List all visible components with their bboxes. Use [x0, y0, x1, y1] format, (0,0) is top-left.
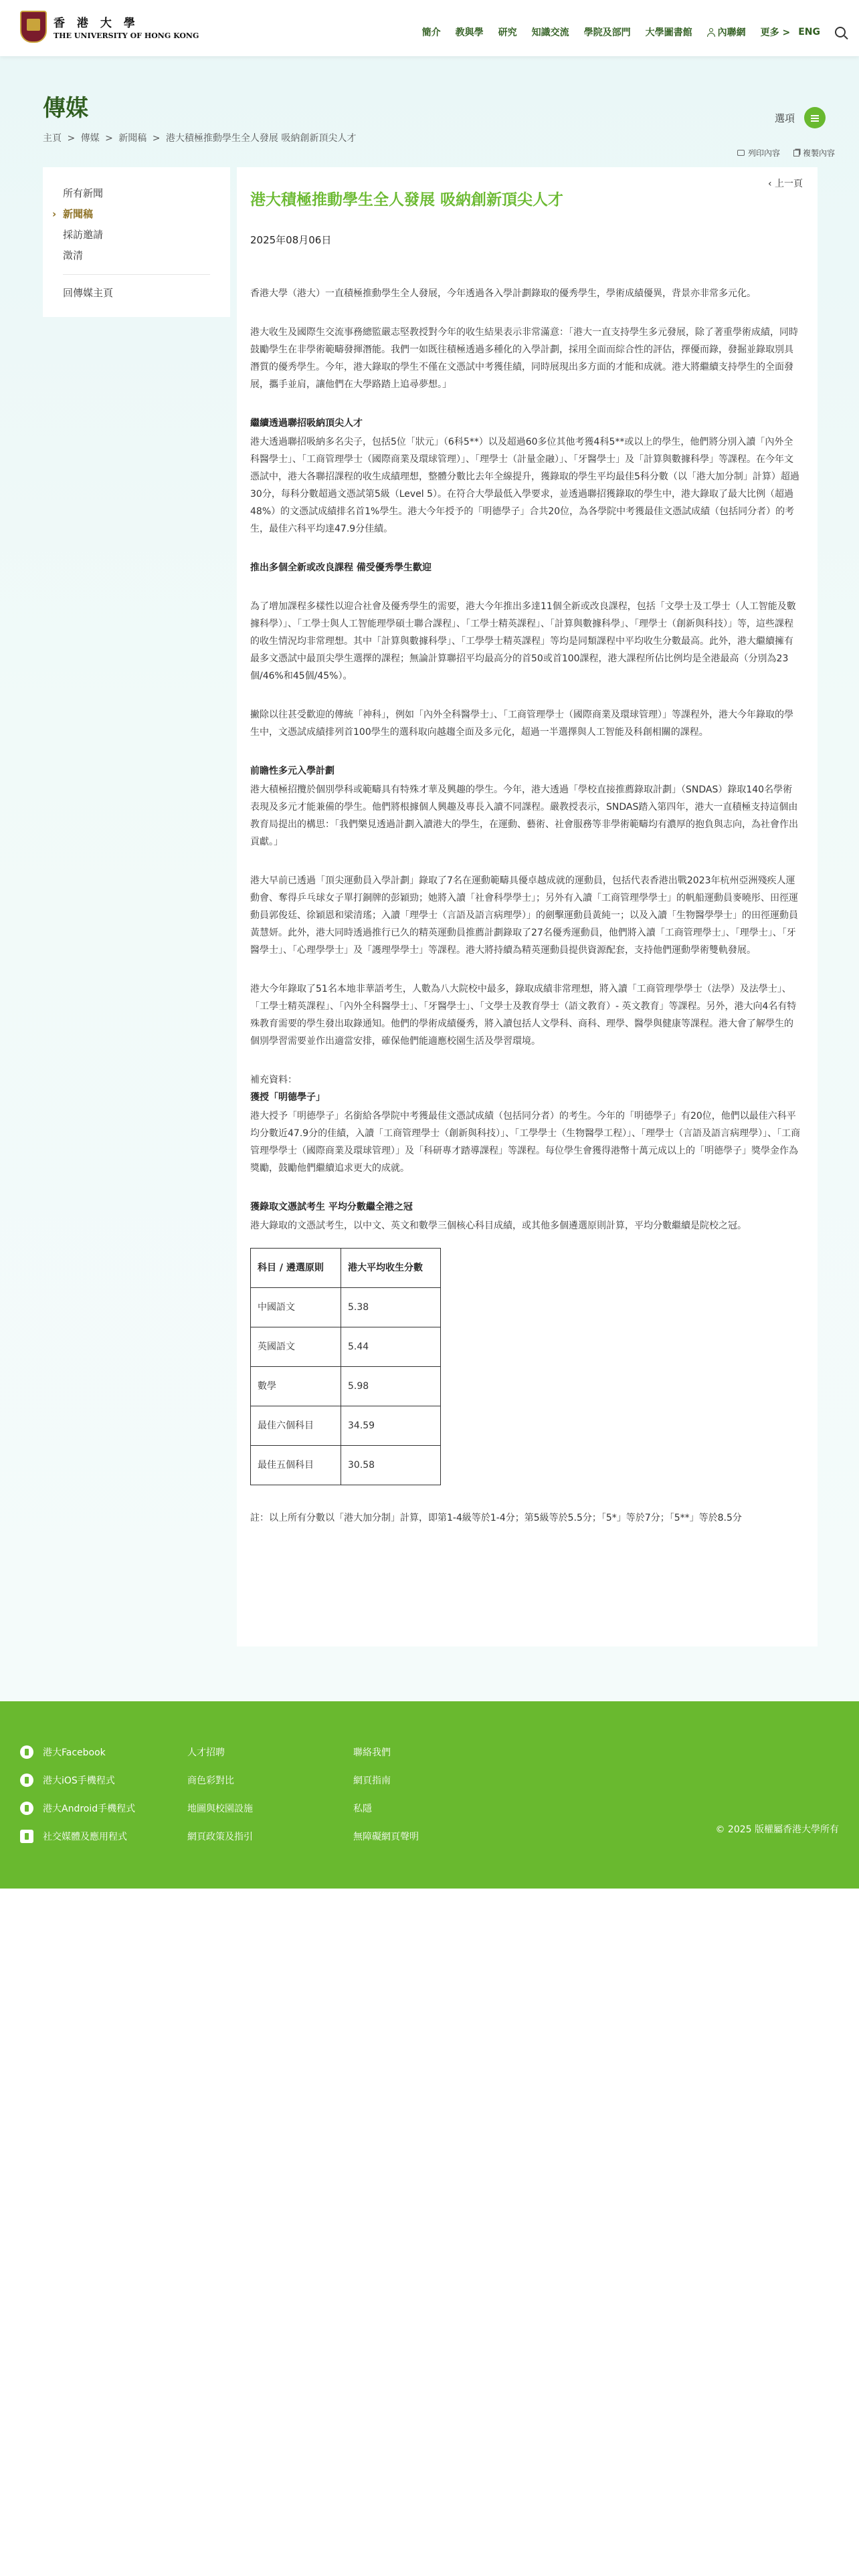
print-icon [737, 150, 745, 156]
section-heading: 前瞻性多元入學計劃 [250, 766, 335, 776]
previous-page-link[interactable]: ‹ 上一頁 [767, 179, 803, 189]
table-row [251, 1406, 441, 1446]
print-label: 列印內容 [747, 148, 780, 158]
breadcrumb-media[interactable]: 傳媒 [80, 133, 100, 144]
footer-link-android-app[interactable] [20, 1794, 135, 1822]
section-text: 港大授予「明德學子」名銜給各學院中考獲最佳文憑試成績（包括同分者）的考生。今年的「明德學子」有20位，他們以最佳六科平均分數近47.9分的佳績，入讀「工商管理學士（創新與科技）」、「工學學士（生物醫學工程）」、「理學士（言語及語言病理學）」、「工商管理學學士（國際商業及環球管理）」及「科研專才踏導課程」等課程。每位學生會獲得港幣十萬元成以上的「明德學子」獎學金作為獎勵，鼓勵他們繼續追求更大的成就。 [250, 1111, 801, 1174]
paragraph: 港大早前已透過「頂尖運動員入學計劃」錄取了7名在運動範疇具優卓越成就的運動員，包括代表香港出戰2023年杭州亞洲殘疾人運動會、奪得乒乓球女子單打銅牌的彭穎勁；她將入讀「社會科學學士」；另外有入讀「工商管理學學士」的帆船運動員麥曉彤、田徑運動員郭俊廷、徐穎恩和梁清瑤；入讀「理學士（言語及語言病理學）」的劍擊運動員黃純一；以及入讀「生物醫學學士」的田徑運動員黃慧妍。此外，港大同時透過推行已久的精英運動員推薦計劃錄取了27名優秀運動員，他們將入讀「工商管理學士」、「理學士」、「牙醫學士」、「心理學學士」及「護理學學士」等課程。港大將持續為精英運動員提供資源配套，支持他們運動學術雙軌發展。 [250, 875, 798, 956]
breadcrumb-current: 港大積極推動學生全人發展 吸納創新頂尖人才 [165, 133, 357, 144]
table-row [251, 1446, 441, 1485]
table-cell: 中國語文 [251, 1288, 341, 1327]
nav-item-more[interactable]: 更多 > [760, 27, 791, 38]
footer-link-label: 社交媒體及應用程式 [43, 1832, 127, 1842]
footer-link-site-guide[interactable]: 網頁指南 [353, 1776, 391, 1786]
table-row [251, 1327, 441, 1367]
hku-crest-icon [20, 11, 47, 43]
article-tools [724, 147, 835, 158]
breadcrumb-separator: > [67, 133, 76, 144]
section-text: 港大積極招攬於個別學科或範疇具有特殊才華及興趣的學生。今年，港大透過「學校直接推薦錄取計劃」（SNDAS）錄取140名學術表現及多元才能兼備的學生。他們將根據個人興趣及專長入讀不同課程。嚴教授表示，SNDAS踏入第四年，港大一直積極支持這個由教育局提出的構思：「我們樂見透過計劃入讀港大的學生，在運動、藝術、社會服務等非學術範疇均有濃厚的抱負與志向，為社會作出貢獻。」 [250, 784, 798, 847]
sidebar-item-all-news[interactable]: 所有新聞 [63, 187, 104, 199]
previous-page-label: 上一頁 [775, 179, 803, 189]
sidebar-item-back-to-media[interactable]: 回傳媒主頁 [63, 287, 114, 299]
footer-link-color-contrast[interactable]: 商色彩對比 [187, 1776, 234, 1786]
article-title: 港大積極推動學生全人發展 吸納創新頂尖人才 [250, 191, 564, 209]
section-heading: 推出多個全新或改良課程 備受優秀學生歡迎 [250, 562, 432, 573]
search-icon[interactable] [835, 27, 846, 37]
footer-link-facebook[interactable] [20, 1738, 135, 1766]
footer-column-social [20, 1738, 135, 1850]
page-title: 傳媒 [43, 95, 88, 122]
breadcrumb [43, 131, 359, 144]
supplementary-label: 補充資料： [250, 1075, 297, 1085]
footer-link-careers[interactable]: 人才招聘 [187, 1747, 225, 1758]
menu-icon [804, 107, 826, 128]
sidebar-item-clarifications[interactable]: 澂清 [63, 249, 84, 261]
paragraph: 為了增加課程多樣性以迎合社會及優秀學生的需要，港大今年推出多達11個全新或改良課程，包括「文學士及工學士（人工智能及數據科學）」、「工學士與人工智能理學碩士聯合課程」、「工學士精英課程」、「計算與數據科學」、「理學士（創新與科技）」等，這些課程的收生情況均非常理想。其中「計算與數據科學」、「工學學士精英課程」等均是同類課程中平均收生分數最高。此外，港大繼續擁有最多文憑試中最頂尖學生選擇的課程；無論計算聯招平均最高分的首50或首100課程，港大課程所佔比例均是全港最高（分別為23個/46%和45個/45%）。 [250, 601, 796, 681]
footer-column-info [353, 1738, 419, 1850]
footer-link-ios-app[interactable] [20, 1766, 135, 1794]
article [237, 167, 818, 1646]
paragraph: 港大今年錄取了51名本地非華語考生，人數為八大院校中最多，錄取成績非常理想，將入讀「工商管理學學士（法學）及法學士」、「工學士精英課程」、「內外全科醫學士」、「牙醫學士」、「文學士及教育學士（語文教育）- 英文教育」等課程。另外，港大向4名有特殊教育需要的學生發出取錄通知。他們的學術成績優秀，將入讀包括人文學科、商科、理學、醫學與健康等課程。港大會了解學生的個別學習需要並作出適當安排，確保他們能適應校園生活及學習環境。 [250, 984, 797, 1047]
table-header-row [251, 1249, 441, 1288]
site-header [0, 0, 859, 56]
table-cell: 34.59 [341, 1406, 441, 1446]
options-label: 選項 [774, 112, 795, 124]
android-icon [20, 1802, 33, 1815]
copy-button[interactable] [793, 147, 835, 158]
main-nav [407, 25, 846, 39]
footer-link-contact[interactable]: 聯絡我們 [353, 1747, 391, 1758]
nav-item-research[interactable]: 研究 [498, 27, 517, 38]
table-cell: 30.58 [341, 1446, 441, 1485]
nav-item-intranet[interactable] [707, 25, 746, 39]
copy-label: 複製內容 [802, 148, 835, 158]
table-cell: 5.38 [341, 1288, 441, 1327]
footer-column-links [187, 1738, 253, 1850]
sidebar-item-press-releases[interactable]: › 新聞稿 [43, 204, 230, 225]
intranet-label: 內聯網 [717, 27, 746, 38]
footer-link-accessibility[interactable]: 無障礙網頁聲明 [353, 1832, 419, 1842]
section-heading: 繼續透過聯招吸納頂尖人才 [250, 418, 363, 429]
table-row [251, 1367, 441, 1406]
section-heading: 獲錄取文憑試考生 平均分數繼全港之冠 [250, 1202, 413, 1212]
nav-item-faculties[interactable]: 學院及部門 [583, 27, 631, 38]
logo-chinese-name: 香 港 大 學 [54, 17, 139, 30]
breadcrumb-home[interactable]: 主頁 [43, 133, 62, 144]
person-icon [707, 28, 715, 37]
footer-link-label: 港大iOS手機程式 [43, 1776, 115, 1786]
footer-link-label: 港大Facebook [43, 1747, 106, 1758]
options-menu[interactable] [775, 107, 826, 128]
admission-scores-table [250, 1248, 441, 1485]
sidebar [43, 167, 230, 317]
article-date: 2025年08月06日 [250, 234, 332, 246]
sidebar-divider [63, 274, 210, 275]
apple-icon [20, 1774, 33, 1787]
table-footnote: 註：以上所有分數以「港大加分制」計算，即第1-4級等於1-4分；第5級等於5.5分；「5*」等於7分；「5**」等於8.5分 [250, 1513, 742, 1523]
table-header: 港大平均收生分數 [341, 1249, 441, 1288]
table-cell: 最佳六個科目 [251, 1406, 341, 1446]
table-header: 科目 / 遴選原則 [251, 1249, 341, 1288]
table-cell: 5.44 [341, 1327, 441, 1367]
footer-link-label: 港大Android手機程式 [43, 1804, 136, 1814]
copy-icon [793, 150, 799, 156]
nav-item-teaching[interactable]: 教與學 [455, 27, 484, 38]
breadcrumb-separator: > [105, 133, 113, 144]
paragraph: 港大收生及國際生交流事務總監嚴志堅教授對今年的收生結果表示非常滿意：「港大一直支持學生多元發展，除了著重學術成績，同時鼓勵學生在非學術範疇發揮潛能。我們一如既往積極透過多種化的入學計劃，採用全面而綜合性的評估，擇優而錄，發掘並錄取別具潛質的優秀學生。今年，港大錄取的學生不僅在文憑試中考獲佳績，同時展現出多方面的才能和成就。港大將繼續支持學生的全面發展，攜手並肩，讓他們在大學路踏上追尋夢想。」 [250, 327, 798, 390]
nav-item-knowledge-exchange[interactable]: 知識交流 [531, 27, 569, 38]
section-text: 港大錄取的文憑試考生，以中文、英文和數學三個核心科目成績，或其他多個遴選原則計算，平均分數繼續是院校之冠。 [250, 1220, 747, 1231]
table-cell: 數學 [251, 1367, 341, 1406]
table-cell: 5.98 [341, 1367, 441, 1406]
section-heading: 獲授「明德學子」 [250, 1092, 325, 1103]
social-apps-icon [20, 1830, 33, 1843]
facebook-icon [20, 1745, 33, 1759]
sidebar-item-media-invitations[interactable]: 採訪邀請 [63, 229, 104, 241]
footer-link-web-policy[interactable]: 網頁政策及指引 [187, 1832, 253, 1842]
table-row [251, 1288, 441, 1327]
section-text: 港大透過聯招吸納多名尖子，包括5位「狀元」（6科5**）以及超過60多位其他考獲4科5**或以上的學生，他們將分別入讀「內外全科醫學士」、「工商管理學士（國際商業及環球管理）」、「理學士（計量金融）」、「牙醫學士」及「計算與數據科學」等課程。在今年文憑試中，港大各聯招課程的收生成績理想，整體分數比去年全線提升，獲錄取的學生平均最佳5科分數（以「港大加分制」計算）超過30分，每科分數超過文憑試第5級（Level 5）。在符合大學最低入學要求，並透過聯招獲錄取的學生中，港大錄取了最大比例（超過48%）的文憑試成績排名首1%學生。港大今年授予的「明德學子」合共20位，為各學院中考獲最佳文憑試成績（包括同分者）的考生，最佳六科平均達47.9分佳績。 [250, 437, 799, 534]
hku-logo[interactable] [20, 11, 199, 43]
paragraph: 香港大學（港大）一直積極推動學生全人發展，今年透過各入學計劃錄取的優秀學生，學術成績優異，背景亦非常多元化。 [250, 288, 756, 299]
site-footer [0, 1701, 859, 1889]
breadcrumb-separator: > [152, 133, 161, 144]
breadcrumb-press-releases[interactable]: 新聞稿 [118, 133, 147, 144]
nav-item-about[interactable]: 簡介 [421, 27, 441, 38]
paragraph: 撇除以往甚受歡迎的傳統「神科」，例如「內外全科醫學士」、「工商管理學士（國際商業及環球管理）」等課程外，港大今年錄取的學生中，文憑試成績排列首100學生的選科取向越趨全面及多元化，超過一半選擇與人工智能及科創相關的課程。 [250, 710, 793, 738]
nav-item-library[interactable]: 大學圖書館 [645, 27, 692, 38]
table-cell: 英國語文 [251, 1327, 341, 1367]
footer-link-campus-map[interactable]: 地圖與校園設施 [187, 1804, 253, 1814]
logo-english-name: THE UNIVERSITY OF HONG KONG [54, 31, 199, 40]
footer-link-privacy[interactable]: 私隱 [353, 1804, 372, 1814]
table-cell: 最佳五個科目 [251, 1446, 341, 1485]
article-body [250, 285, 801, 1527]
footer-link-social-media[interactable] [20, 1822, 135, 1850]
print-button[interactable] [737, 147, 780, 158]
language-switch[interactable]: ENG [798, 27, 820, 37]
copyright-notice: © 2025 版權屬香港大學所有 [715, 1824, 839, 1835]
